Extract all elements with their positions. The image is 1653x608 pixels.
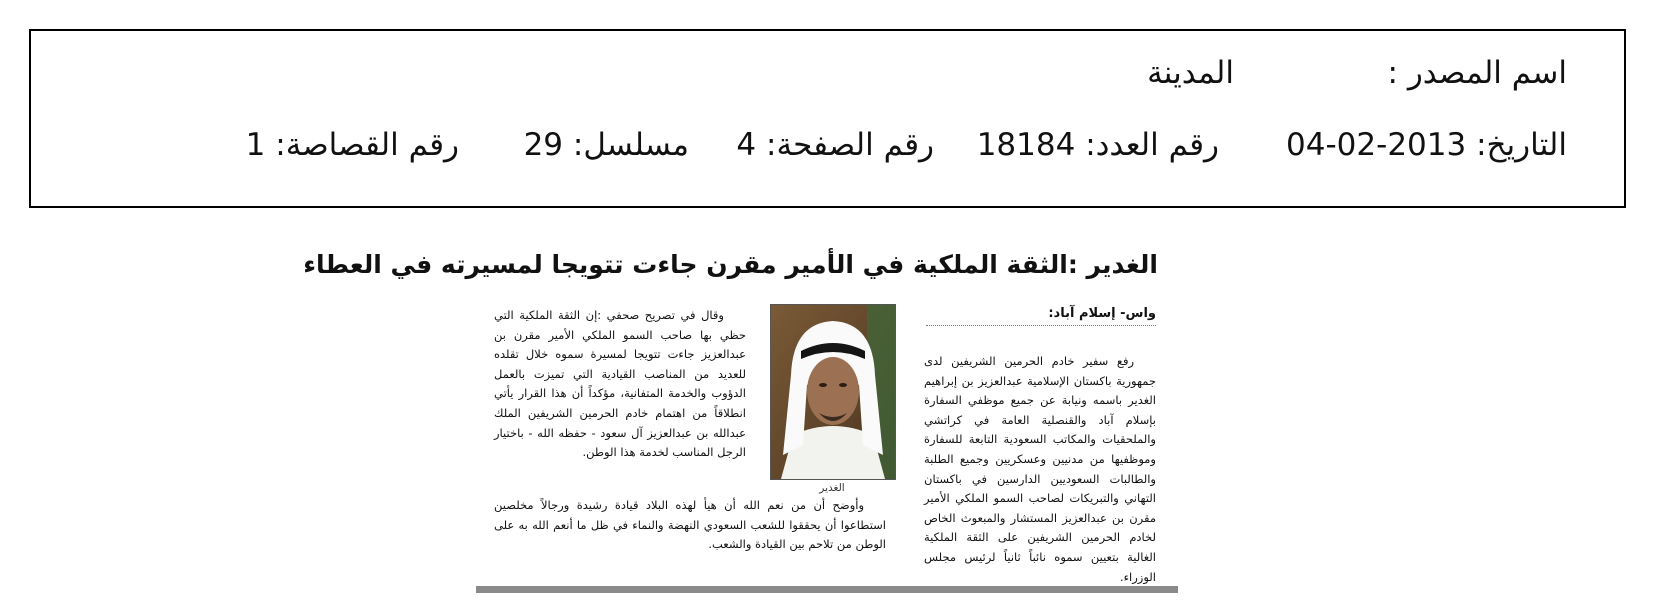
bottom-divider (476, 586, 1178, 593)
article-paragraph: رفع سفير خادم الحرمين الشريفين لدى جمهورية باكستان الإسلامية عبدالعزيز بن إبراهيم الغدير باسمه ونيابة عن جميع موظفي السفارة بإسلام آباد والقنصلية العامة في كراتشي والملحقيات والمكاتب السعودية التابعة للسفارة وموظفيها من مدنيين وعسكريين وجميع الطلبة والطالبات السعوديين الدارسين في باكستان التهاني والتبريكات لصاحب السمو الملكي الأمير مقرن بن عبدالعزيز المستشار والمبعوث الخاص لخادم الحرمين الشريفين على الثقة الملكية الغالية بتعيين سموه نائباً ثانياً لرئيس مجلس الوزراء. (924, 354, 1156, 584)
clip-field (246, 127, 459, 163)
clip-value: 1 (245, 127, 266, 163)
issue-field (977, 127, 1219, 163)
serial-value: 29 (523, 127, 564, 163)
date-field (1286, 127, 1567, 163)
article-byline: واس- إسلام آباد: (926, 306, 1156, 326)
portrait-photo (770, 304, 896, 480)
date-value: 2013-02-04 (1286, 127, 1467, 163)
article-column-bottom (494, 496, 886, 555)
source-info-box (29, 29, 1626, 208)
article-column-right (924, 352, 1156, 587)
issue-label: رقم العدد: (1085, 127, 1219, 163)
article-column-left (494, 306, 746, 463)
date-label: التاريخ: (1476, 127, 1567, 163)
page-label: رقم الصفحة: (766, 127, 934, 163)
article-paragraph: وقال في تصريح صحفي :إن الثقة الملكية التي حظي بها صاحب السمو الملكي الأمير مقرن بن عبدالعزيز جاءت تتويجا لمسيرة سموه خلال تقلده للعديد من المناصب القيادية التي تميزت بالعمل الدؤوب والخدمة المتفانية، مؤكداً أن هذا القرار يأتي انطلاقاً من اهتمام خادم الحرمين الشريفين الملك عبدالله بن عبدالعزيز آل سعود - حفظه الله - باختيار الرجل المناسب لخدمة هذا الوطن. (494, 308, 746, 460)
newspaper-clipping (303, 244, 1178, 596)
photo-caption: الغدير (819, 482, 845, 494)
serial-label: مسلسل: (572, 127, 689, 163)
source-label: اسم المصدر : (1387, 55, 1567, 91)
source-value: المدينة (1147, 55, 1234, 91)
serial-field (524, 127, 689, 163)
page-value: 4 (736, 127, 757, 163)
source-line (31, 55, 1624, 95)
portrait-image (771, 305, 895, 479)
article-headline: الغدير :الثقة الملكية في الأمير مقرن جاءت تتويجا لمسيرته في العطاء (303, 250, 1158, 279)
issue-value: 18184 (976, 127, 1076, 163)
article-paragraph: وأوضح أن من نعم الله أن هيأ لهذه البلاد قيادة رشيدة ورجالاً مخلصين استطاعوا أن يحققوا للشعب السعودي النهضة والنماء في ظل ما أنعم الله به على الوطن من تلاحم بين القيادة والشعب. (494, 498, 886, 552)
page-field (736, 127, 934, 163)
details-line (31, 127, 1624, 167)
clip-label: رقم القصاصة: (275, 127, 459, 163)
